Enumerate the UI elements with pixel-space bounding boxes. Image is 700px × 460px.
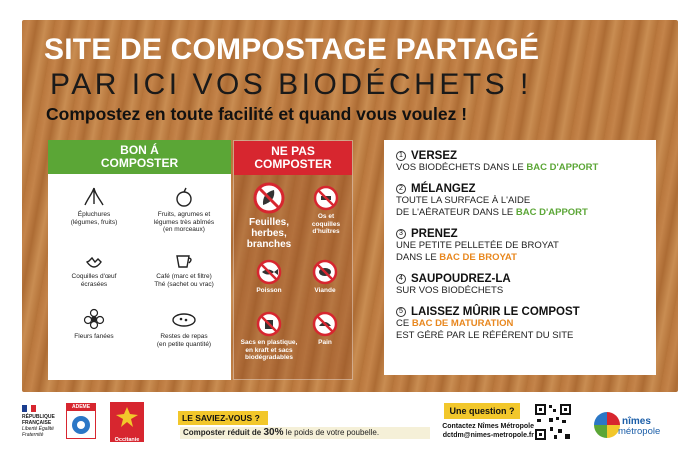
step-desc: SUR VOS BIODÉCHETS <box>396 285 504 296</box>
good-item-label: Café (marc et filtre) <box>156 273 212 280</box>
good-column-heading <box>48 140 231 174</box>
step-number: 2 <box>396 184 406 194</box>
page-tagline: Compostez en toute facilité et quand vous voulez ! <box>46 104 468 124</box>
good-heading-line1: BON Á <box>120 143 159 157</box>
contact-line1: Contactez Nîmes Métropole <box>442 423 534 430</box>
good-item-label: Restes de repas <box>160 333 208 340</box>
step-title: PRENEZ <box>411 228 458 240</box>
plate-icon <box>171 308 197 330</box>
bad-item-label: Sacs en plastique, <box>240 339 298 346</box>
ademe-label: ADEME <box>67 404 95 411</box>
good-item-label: Fruits, agrumes et <box>157 211 211 218</box>
french-flag-icon <box>22 405 36 412</box>
did-you-know-rest: le poids de votre poubelle. <box>283 428 380 437</box>
good-item-fruits <box>140 186 228 234</box>
step-title: LAISSEZ MÛRIR LE COMPOST <box>411 306 580 318</box>
good-item-label: écrasées <box>80 280 108 288</box>
bag-icon <box>256 311 282 337</box>
brand-line2: métropole <box>618 426 661 437</box>
bad-item-label: coquilles <box>311 220 341 228</box>
good-item-coffee <box>140 248 228 288</box>
step-2 <box>396 183 644 219</box>
bad-heading-line2: COMPOSTER <box>254 157 332 171</box>
coffee-cup-icon <box>172 248 196 270</box>
bad-item-label: en kraft et sacs <box>245 346 293 354</box>
occitanie-logo <box>110 402 144 442</box>
step-desc: DANS LE <box>396 252 440 263</box>
step-number: 4 <box>396 274 406 284</box>
good-item-peelings <box>50 186 138 226</box>
contact-email-link[interactable]: dctdm@nimes-metropole.fr <box>442 432 534 439</box>
step-number: 3 <box>396 229 406 239</box>
egg-shell-icon <box>82 248 106 270</box>
step-desc: TOUTE LA SURFACE À L'AIDE <box>396 195 531 206</box>
did-you-know-bold: Composter réduit de <box>183 428 264 437</box>
good-item-label: (légumes, fruits) <box>70 218 118 226</box>
qr-code-icon[interactable] <box>534 403 572 441</box>
step-highlight: BAC D'APPORT <box>515 207 588 218</box>
bad-item-label: herbes, <box>251 228 287 239</box>
bad-item-meat <box>300 259 350 295</box>
bad-item-fish <box>244 259 294 295</box>
bad-item-garden-waste <box>238 181 300 250</box>
bad-item-bread <box>300 311 350 347</box>
bad-item-label: Feuilles, <box>248 217 289 228</box>
good-item-label: Coquilles d'œuf <box>71 273 117 280</box>
republique-line2: FRANÇAISE <box>22 420 52 426</box>
bad-item-label: Viande <box>314 287 336 294</box>
step-desc: VOS BIODÉCHETS DANS LE <box>396 162 527 173</box>
republique-line1: RÉPUBLIQUE <box>22 414 55 420</box>
meat-icon <box>312 259 338 285</box>
step-title: VERSEZ <box>411 150 458 162</box>
occitanie-label: Occitanie <box>114 437 140 443</box>
step-3 <box>396 228 644 264</box>
page-subtitle: PAR ICI VOS BIODÉCHETS ! <box>50 68 532 101</box>
step-desc: UNE PETITE PELLETÉE DE BROYAT <box>396 240 559 251</box>
step-1 <box>396 150 644 174</box>
step-number: 5 <box>396 307 406 317</box>
apple-icon <box>172 186 196 208</box>
good-item-label: Épluchures <box>77 211 111 218</box>
bad-item-bones <box>302 185 350 236</box>
bad-item-bags <box>236 311 302 362</box>
bad-item-label: Os et <box>317 213 335 220</box>
good-item-leftovers <box>140 308 228 348</box>
step-highlight: BAC DE BROYAT <box>439 252 517 263</box>
step-desc: EST GÉRÉ PAR LE RÉFÉRENT DU SITE <box>396 330 574 341</box>
good-heading-line2: COMPOSTER <box>100 156 179 170</box>
step-highlight: BAC DE MATURATION <box>411 318 514 329</box>
not-to-compost-panel <box>233 140 353 380</box>
good-to-compost-panel <box>48 140 231 380</box>
bad-column-heading <box>234 141 352 175</box>
republique-motto: Liberté Égalité Fraternité <box>22 426 54 438</box>
good-item-flowers <box>50 308 138 341</box>
bad-item-label: d'huîtres <box>312 228 340 235</box>
bread-icon <box>312 311 338 337</box>
step-highlight: BAC D'APPORT <box>526 162 599 173</box>
step-5 <box>396 306 644 342</box>
bad-item-label: biodégradables <box>244 354 294 361</box>
good-item-label: (en morceaux) <box>163 226 205 233</box>
good-item-label: (en petite quantité) <box>156 340 212 348</box>
did-you-know-percent: 30% <box>263 427 284 438</box>
republique-logo <box>22 405 66 438</box>
banana-peel-icon <box>82 186 106 208</box>
step-number: 1 <box>396 151 406 161</box>
did-you-know-text <box>180 427 430 439</box>
brand-line1: nîmes <box>622 416 651 427</box>
page-title: SITE DE COMPOSTAGE PARTAGÉ <box>44 33 540 66</box>
footer <box>0 395 700 460</box>
step-title: MÉLANGEZ <box>411 183 476 195</box>
flower-icon <box>82 308 106 330</box>
contact-info <box>420 422 534 440</box>
bad-item-label: Poisson <box>256 287 282 294</box>
question-badge: Une question ? <box>444 403 520 419</box>
fish-icon <box>256 259 282 285</box>
occitanie-cross-icon <box>110 402 144 432</box>
ademe-logo <box>66 403 96 439</box>
good-item-label: Fleurs fanées <box>74 333 114 340</box>
instructions-panel <box>384 140 656 375</box>
bad-item-label: branches <box>246 239 292 250</box>
step-desc: CE <box>396 318 412 329</box>
good-item-eggshells <box>50 248 138 288</box>
bad-item-label: Pain <box>318 339 332 346</box>
bone-icon <box>313 185 339 211</box>
step-title: SAUPOUDREZ-LA <box>411 273 511 285</box>
leaf-icon <box>252 181 286 215</box>
did-you-know-title: LE SAVIEZ-VOUS ? <box>178 411 268 425</box>
good-item-label: légumes très abîmés <box>153 218 215 226</box>
step-4 <box>396 273 644 297</box>
bad-heading-line1: NE PAS <box>271 144 315 158</box>
ademe-emblem-icon <box>67 411 95 437</box>
step-desc: DE L'AÉRATEUR DANS LE <box>396 207 516 218</box>
good-item-label: Thé (sachet ou vrac) <box>154 280 214 288</box>
